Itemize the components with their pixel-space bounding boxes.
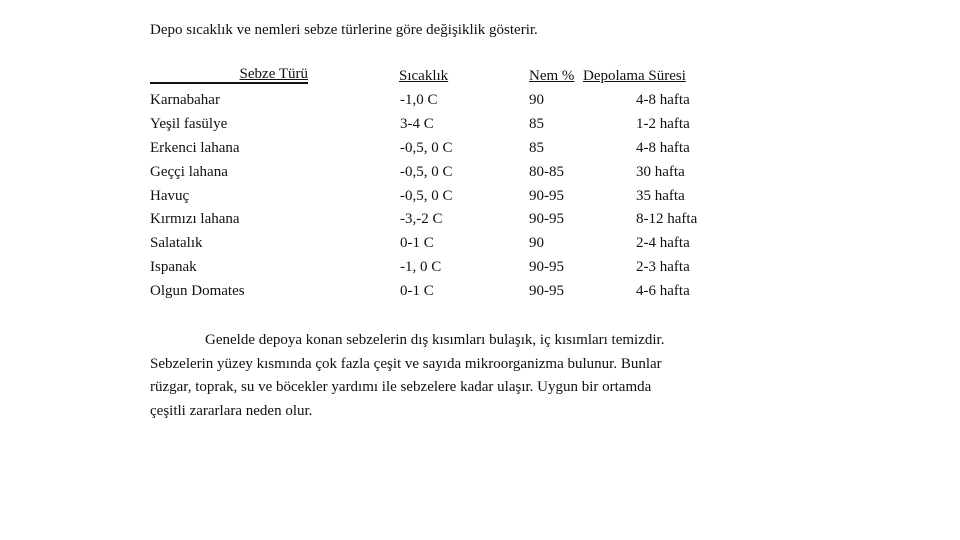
humidity: 90	[529, 92, 544, 108]
vegetable-name: Karnabahar	[150, 92, 220, 108]
storage-duration: 4-8 hafta	[636, 140, 690, 156]
table-row	[0, 139, 960, 163]
temperature: 0-1 C	[400, 283, 434, 299]
temperature: -0,5, 0 C	[400, 140, 453, 156]
header-temperature: Sıcaklık	[399, 68, 449, 84]
table-row	[0, 187, 960, 211]
vegetable-name: Geççi lahana	[150, 164, 228, 180]
intro-text: Depo sıcaklık ve nemleri sebze türlerine göre değişiklik gösterir.	[150, 22, 538, 38]
table-row	[0, 282, 960, 306]
table-row	[0, 115, 960, 139]
humidity: 85	[529, 116, 544, 132]
header-vegetable-type: Sebze Türü	[150, 67, 308, 84]
storage-duration: 30 hafta	[636, 164, 685, 180]
temperature: 3-4 C	[400, 116, 434, 132]
table-row	[0, 234, 960, 258]
table-row	[0, 163, 960, 187]
temperature: -1, 0 C	[400, 259, 442, 275]
vegetable-name: Ispanak	[150, 259, 197, 275]
table-row	[0, 91, 960, 115]
humidity: 90-95	[529, 188, 564, 204]
paragraph-line: rüzgar, toprak, su ve böcekler yardımı ile sebzelere kadar ulaşır. Uygun bir ortamda	[150, 379, 652, 395]
vegetable-name: Yeşil fasülye	[150, 116, 228, 132]
vegetable-name: Olgun Domates	[150, 283, 245, 299]
storage-duration: 1-2 hafta	[636, 116, 690, 132]
temperature: -0,5, 0 C	[400, 164, 453, 180]
vegetable-name: Salatalık	[150, 235, 203, 251]
paragraph-line: çeşitli zararlara neden olur.	[150, 403, 313, 419]
table-row	[0, 258, 960, 282]
storage-duration: 2-4 hafta	[636, 235, 690, 251]
table-row	[0, 210, 960, 234]
humidity: 90-95	[529, 211, 564, 227]
header-storage-duration: Depolama Süresi	[583, 68, 686, 84]
storage-duration: 8-12 hafta	[636, 211, 698, 227]
storage-duration: 2-3 hafta	[636, 259, 690, 275]
storage-duration: 4-8 hafta	[636, 92, 690, 108]
paragraph-line: Genelde depoya konan sebzelerin dış kısımları bulaşık, iç kısımları temizdir.	[205, 332, 665, 348]
paragraph-line: Sebzelerin yüzey kısmında çok fazla çeşit ve sayıda mikroorganizma bulunur. Bunlar	[150, 356, 662, 372]
vegetable-name: Kırmızı lahana	[150, 211, 240, 227]
storage-duration: 4-6 hafta	[636, 283, 690, 299]
humidity: 90	[529, 235, 544, 251]
humidity: 80-85	[529, 164, 564, 180]
vegetable-name: Havuç	[150, 188, 190, 204]
storage-duration: 35 hafta	[636, 188, 685, 204]
header-humidity: Nem %	[529, 68, 575, 84]
temperature: -1,0 C	[400, 92, 438, 108]
vegetable-name: Erkenci lahana	[150, 140, 240, 156]
humidity: 85	[529, 140, 544, 156]
humidity: 90-95	[529, 259, 564, 275]
temperature: 0-1 C	[400, 235, 434, 251]
temperature: -0,5, 0 C	[400, 188, 453, 204]
humidity: 90-95	[529, 283, 564, 299]
temperature: -3,-2 C	[400, 211, 443, 227]
